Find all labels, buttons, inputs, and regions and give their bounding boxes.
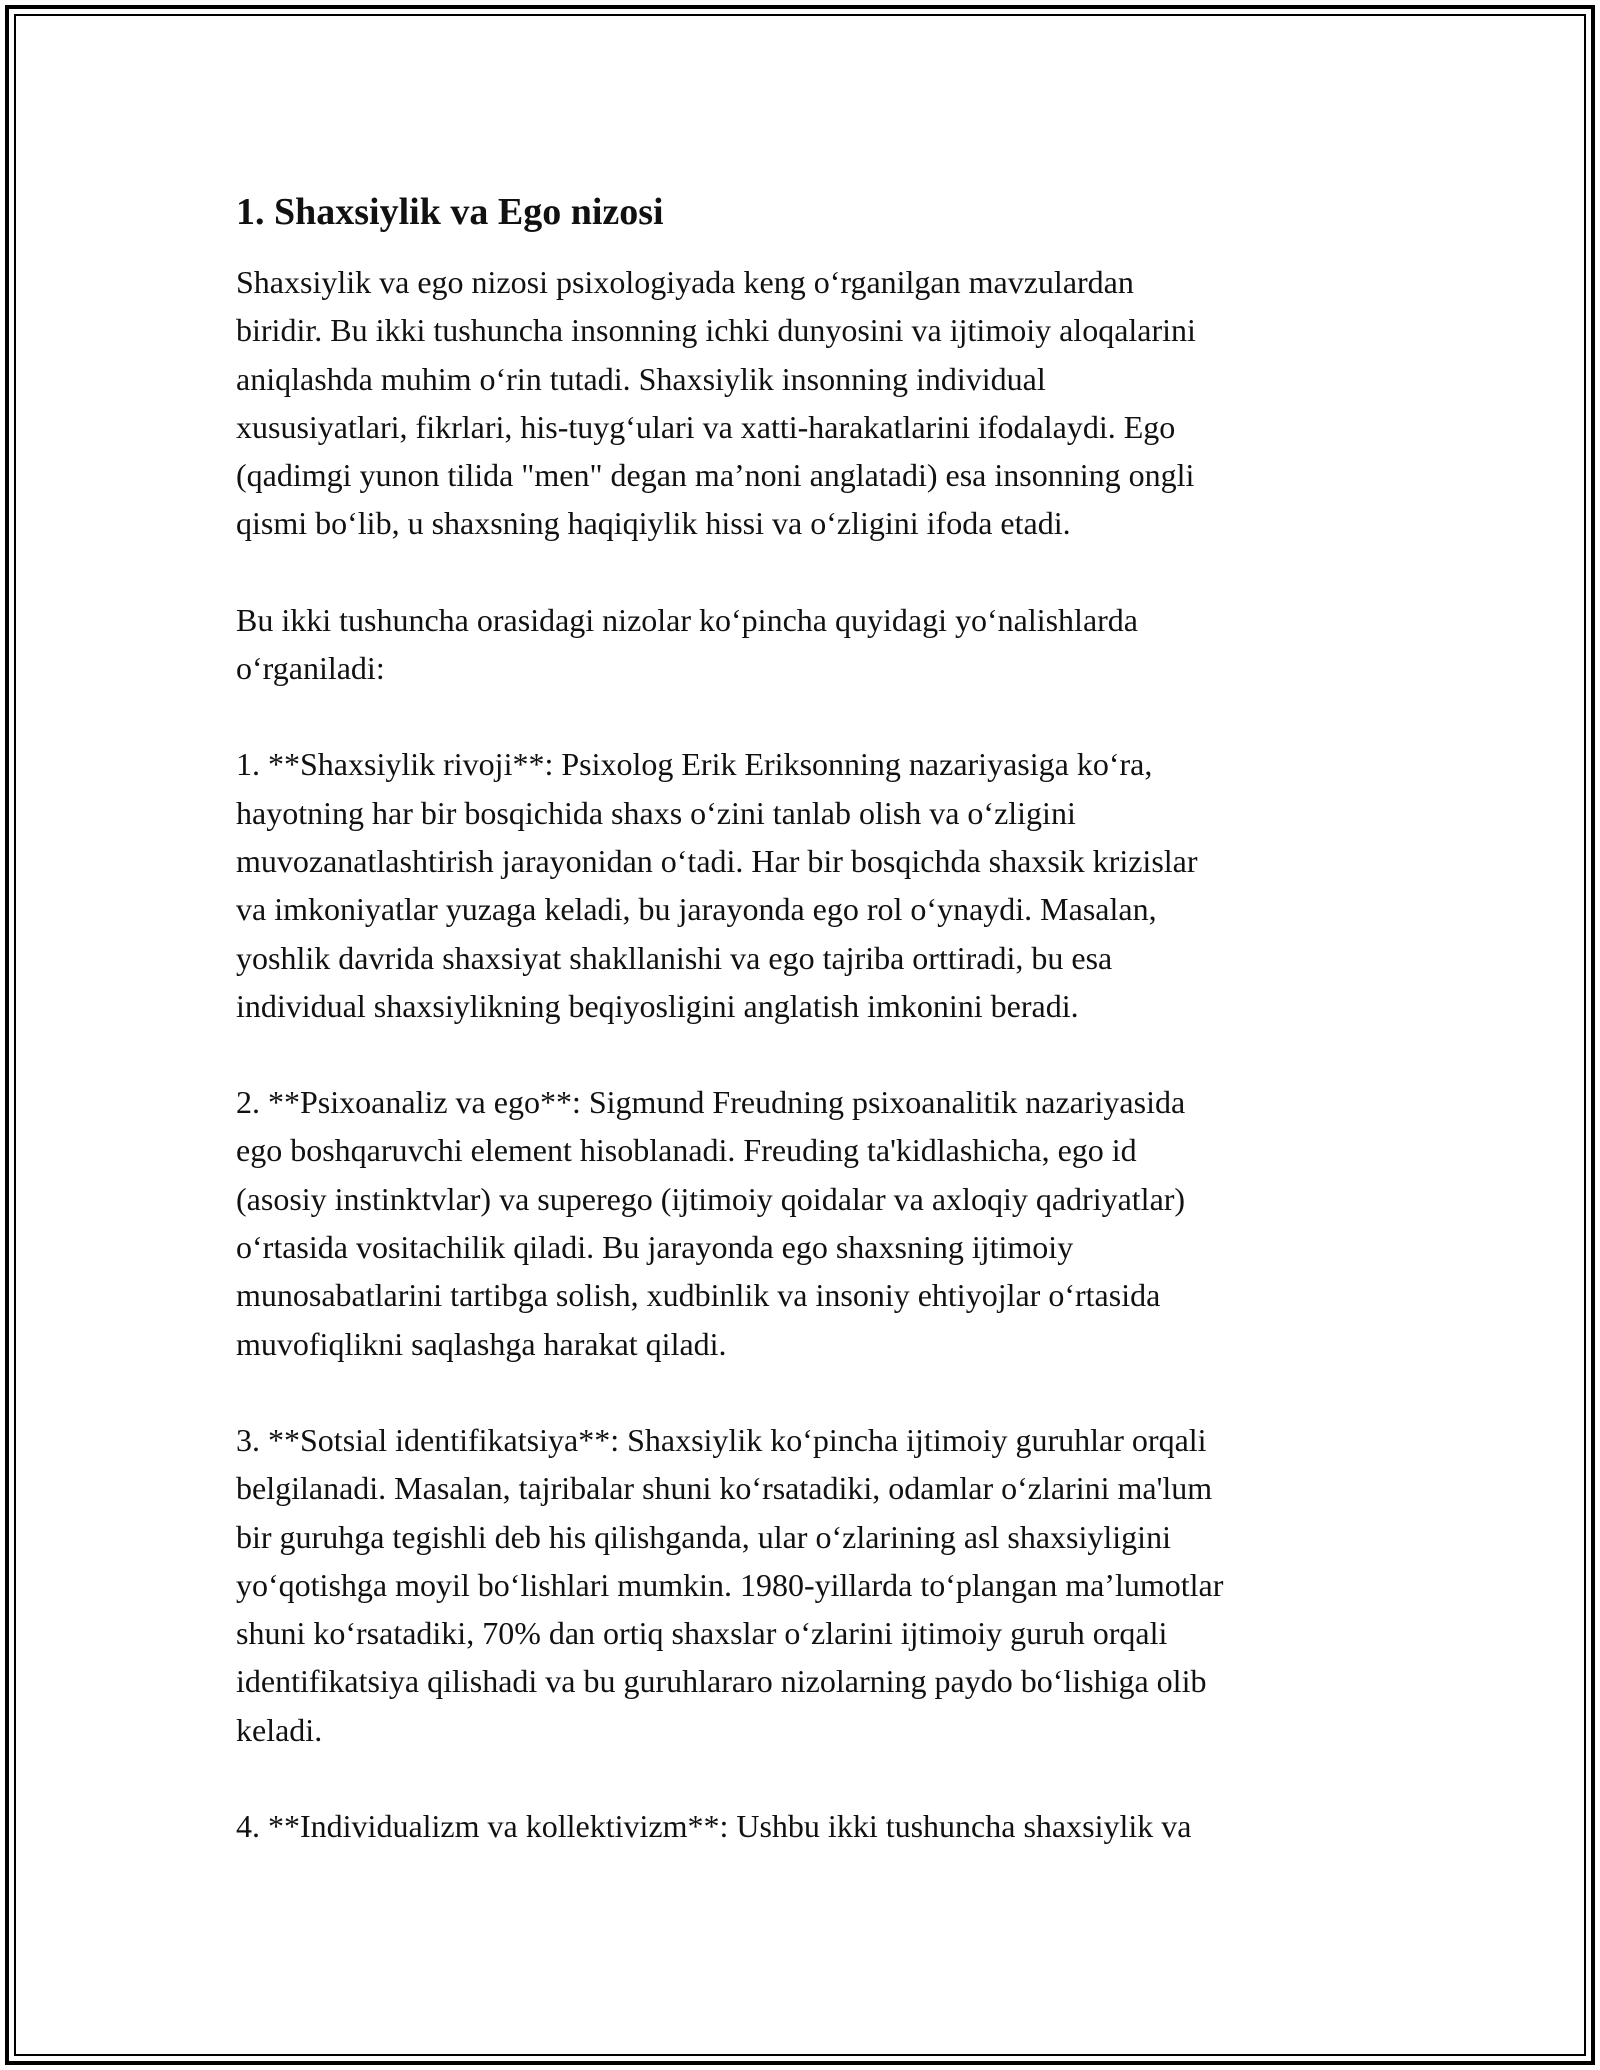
text-line: shuni ko‘rsatadiki, 70% dan ortiq shaxslar o‘zlarini ijtimoiy guruh orqali	[236, 1615, 1168, 1652]
text-line: muvozanatlashtirish jarayonidan o‘tadi. Har bir bosqichda shaxsik krizislar	[236, 842, 1198, 879]
text-line: biridir. Bu ikki tushuncha insonning ichki dunyosini va ijtimoiy aloqalarini	[236, 312, 1196, 349]
text-line: o‘rganiladi:	[236, 650, 385, 687]
text-line: aniqlashda muhim o‘rin tutadi. Shaxsiylik insonning individual	[236, 360, 1046, 397]
text-line: ego boshqaruvchi element hisoblanadi. Freuding ta'kidlashicha, ego id	[236, 1132, 1137, 1169]
text-line: 1. **Shaxsiylik rivoji**: Psixolog Erik Eriksonning nazariyasiga ko‘ra,	[236, 746, 1153, 783]
text-line: o‘rtasida vositachilik qiladi. Bu jarayonda ego shaxsning ijtimoiy	[236, 1229, 1074, 1266]
text-line: hayotning har bir bosqichida shaxs o‘zini tanlab olish va o‘zligini	[236, 794, 1076, 831]
text-line: keladi.	[236, 1711, 323, 1748]
paragraph	[236, 1802, 1396, 1850]
text-line: muvofiqlikni saqlashga harakat qiladi.	[236, 1325, 727, 1362]
text-line: yoshlik davrida shaxsiyat shakllanishi va ego tajriba orttiradi, bu esa	[236, 939, 1113, 976]
text-line: yo‘qotishga moyil bo‘lishlari mumkin. 1980-yillarda to‘plangan ma’lumotlar	[236, 1566, 1224, 1603]
text-line: belgilanadi. Masalan, tajribalar shuni ko‘rsatadiki, odamlar o‘zlarini ma'lum	[236, 1470, 1213, 1507]
text-line: va imkoniyatlar yuzaga keladi, bu jarayonda ego rol o‘ynaydi. Masalan,	[236, 891, 1157, 928]
text-line: 2. **Psixoanaliz va ego**: Sigmund Freudning psixoanalitik nazariyasida	[236, 1084, 1186, 1121]
document-body	[236, 188, 1396, 1850]
paragraph	[236, 740, 1396, 1030]
text-line: Bu ikki tushuncha orasidagi nizolar ko‘pincha quyidagi yo‘nalishlarda	[236, 601, 1138, 638]
paragraph-list	[236, 258, 1396, 1850]
text-line: individual shaxsiylikning beqiyosligini anglatish imkonini beradi.	[236, 987, 1079, 1024]
text-line: Shaxsiylik va ego nizosi psixologiyada keng o‘rganilgan mavzulardan	[236, 264, 1134, 300]
text-line: identifikatsiya qilishadi va bu guruhlararo nizolarning paydo bo‘lishiga olib	[236, 1663, 1207, 1700]
text-line: (qadimgi yunon tilida "men" degan ma’noni anglatadi) esa insonning ongli	[236, 457, 1195, 494]
document-title: 1. Shaxsiylik va Ego nizosi	[236, 191, 664, 233]
text-line: 3. **Sotsial identifikatsiya**: Shaxsiylik ko‘pincha ijtimoiy guruhlar orqali	[236, 1421, 1207, 1458]
text-line: (asosiy instinktvlar) va superego (ijtimoiy qoidalar va axloqiy qadriyatlar)	[236, 1180, 1186, 1217]
paragraph	[236, 1416, 1396, 1754]
paragraph	[236, 1078, 1396, 1368]
text-line: 4. **Individualizm va kollektivizm**: Ushbu ikki tushuncha shaxsiylik va	[236, 1808, 1192, 1845]
paragraph	[236, 596, 1396, 693]
text-line: munosabatlarini tartibga solish, xudbinlik va insoniy ehtiyojlar o‘rtasida	[236, 1277, 1161, 1314]
text-line: qismi bo‘lib, u shaxsning haqiqiylik hissi va o‘zligini ifoda etadi.	[236, 505, 1071, 542]
text-line: xususiyatlari, fikrlari, his-tuyg‘ulari va xatti-harakatlarini ifodalaydi. Ego	[236, 408, 1176, 445]
text-line: bir guruhga tegishli deb his qilishganda, ular o‘zlarining asl shaxsiyligini	[236, 1518, 1171, 1555]
paragraph	[236, 258, 1396, 548]
